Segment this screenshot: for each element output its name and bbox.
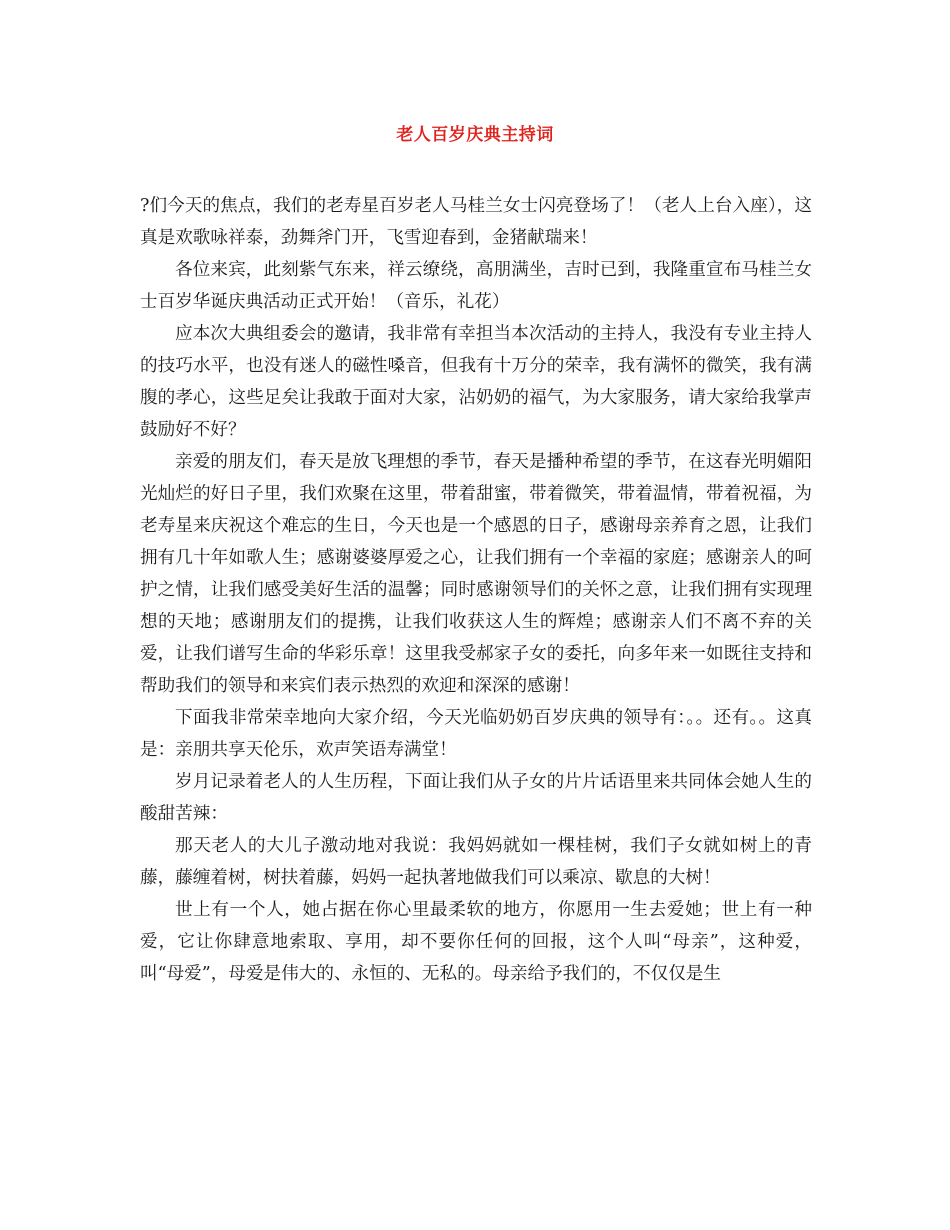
paragraph: ?们今天的焦点，我们的老寿星百岁老人马桂兰女士闪亮登场了！（老人上台入座），这真是欢歌咏祥泰，劲舞斧门开，飞雪迎春到，金猪献瑞来！ xyxy=(140,196,812,248)
paragraph: 世上有一个人，她占据在你心里最柔软的地方，你愿用一生去爱她；世上有一种爱，它让你肆意地索取、享用，却不要你任何的回报，这个人叫“母亲”，这种爱，叫“母爱”，母爱是伟大的、永恒的、无私的。母亲给予我们的，不仅仅是生 xyxy=(140,900,812,984)
paragraph: 下面我非常荣幸地向大家介绍，今天光临奶奶百岁庆典的领导有：。。还有。。这真是：亲朋共享天伦乐，欢声笑语寿满堂！ xyxy=(140,708,812,760)
document-body xyxy=(140,190,812,990)
paragraph: 那天老人的大儿子激动地对我说：我妈妈就如一棵桂树，我们子女就如树上的青藤，藤缠着树，树扶着藤，妈妈一起执著地做我们可以乘凉、歇息的大树！ xyxy=(140,836,812,888)
paragraph: 各位来宾，此刻紫气东来，祥云缭绕，高朋满坐，吉时已到，我隆重宣布马桂兰女士百岁华诞庆典活动正式开始！（音乐，礼花） xyxy=(140,260,812,312)
paragraph: 岁月记录着老人的人生历程，下面让我们从子女的片片话语里来共同体会她人生的酸甜苦辣： xyxy=(140,772,812,824)
paragraph: 亲爱的朋友们，春天是放飞理想的季节，春天是播种希望的季节，在这春光明媚阳光灿烂的好日子里，我们欢聚在这里，带着甜蜜，带着微笑，带着温情，带着祝福，为老寿星来庆祝这个难忘的生日，今天也是一个感恩的日子，感谢母亲养育之恩，让我们拥有几十年如歌人生；感谢婆婆厚爱之心，让我们拥有一个幸福的家庭；感谢亲人的呵护之情，让我们感受美好生活的温馨；同时感谢领导们的关怀之意，让我们拥有实现理想的天地；感谢朋友们的提携，让我们收获这人生的辉煌；感谢亲人们不离不弃的关爱，让我们谱写生命的华彩乐章！这里我受郝家子女的委托，向多年来一如既往支持和帮助我们的领导和来宾们表示热烈的欢迎和深深的感谢！ xyxy=(140,452,812,696)
document-title: 老人百岁庆典主持词 xyxy=(396,125,554,145)
paragraph: 应本次大典组委会的邀请，我非常有幸担当本次活动的主持人，我没有专业主持人的技巧水平，也没有迷人的磁性嗓音，但我有十万分的荣幸，我有满怀的微笑，我有满腹的孝心，这些足矣让我敢于面对大家，沾奶奶的福气，为大家服务，请大家给我掌声鼓励好不好？ xyxy=(140,324,812,440)
